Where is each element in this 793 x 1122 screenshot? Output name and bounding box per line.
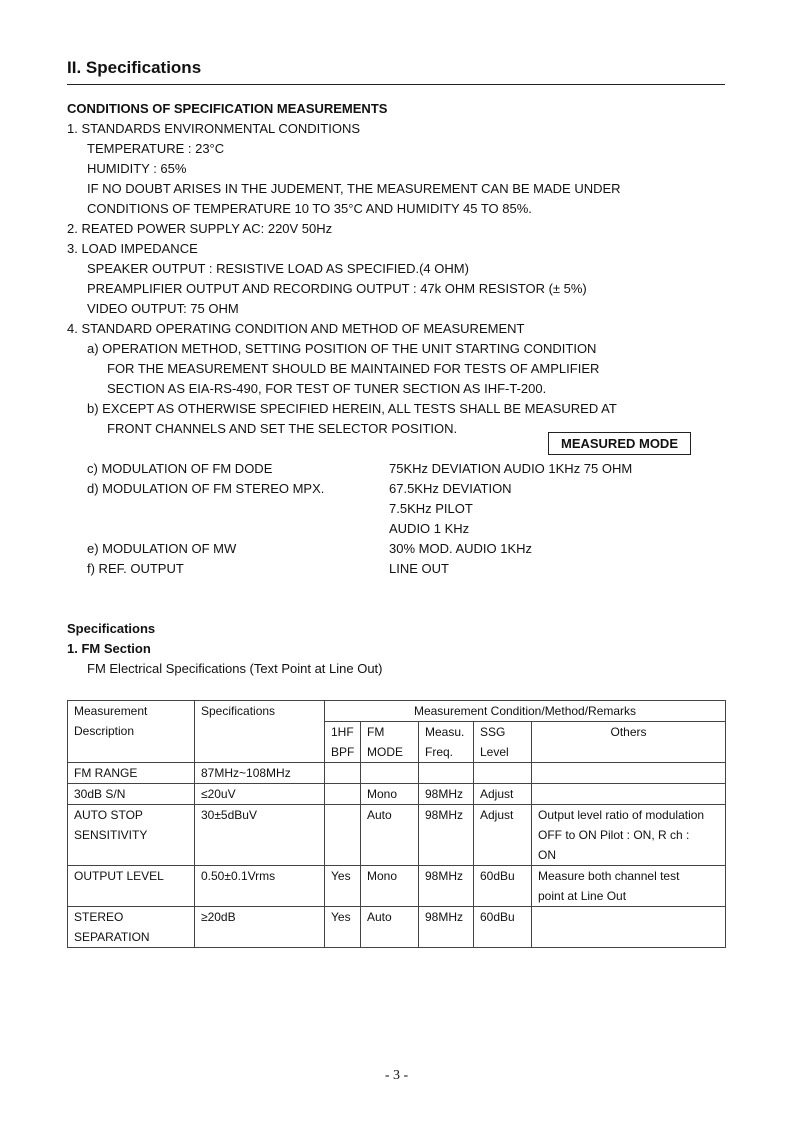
cell-ssg xyxy=(474,763,532,784)
item3-line: SPEAKER OUTPUT : RESISTIVE LOAD AS SPECIFIED.(4 OHM) xyxy=(87,261,469,276)
cell-freq: 98MHz xyxy=(419,805,474,866)
fm-caption: FM Electrical Specifications (Text Point at Line Out) xyxy=(87,661,383,676)
item4b-line: FRONT CHANNELS AND SET THE SELECTOR POSITION. xyxy=(107,421,458,436)
cell-description: FM RANGE xyxy=(68,763,195,784)
item1-line: IF NO DOUBT ARISES IN THE JUDEMENT, THE MEASUREMENT CAN BE MADE UNDER xyxy=(87,181,621,196)
cell-fm-mode: Auto xyxy=(361,805,419,866)
conditions-heading: CONDITIONS OF SPECIFICATION MEASUREMENTS xyxy=(67,101,388,116)
header-freq: Freq. xyxy=(419,742,474,763)
cell-spec: 30±5dBuV xyxy=(195,805,325,866)
item4-label: 4. STANDARD OPERATING CONDITION AND METHOD OF MEASUREMENT xyxy=(67,321,525,336)
mode-label: c) MODULATION OF FM DODE xyxy=(87,461,273,476)
item2-label: 2. REATED POWER SUPPLY AC: 220V 50Hz xyxy=(67,221,333,236)
cell-hf: Yes xyxy=(325,907,361,948)
mode-value: 30% MOD. AUDIO 1KHz xyxy=(389,541,533,556)
cell-description: STEREO SEPARATION xyxy=(68,907,195,948)
mode-label: f) REF. OUTPUT xyxy=(87,561,184,576)
item1-label: 1. STANDARDS ENVIRONMENTAL CONDITIONS xyxy=(67,121,361,136)
item1-line: TEMPERATURE : 23°C xyxy=(87,141,225,156)
page-number: - 3 - xyxy=(384,1068,409,1083)
fm-section-heading: 1. FM Section xyxy=(67,641,151,656)
cell-hf xyxy=(325,805,361,866)
cell-freq xyxy=(419,763,474,784)
header-1hf: 1HF xyxy=(325,722,361,743)
item1-line: CONDITIONS OF TEMPERATURE 10 TO 35°C AND HUMIDITY 45 TO 85%. xyxy=(87,201,532,216)
item3-label: 3. LOAD IMPEDANCE xyxy=(67,241,198,256)
table-row xyxy=(68,805,726,866)
cell-fm-mode: Mono xyxy=(361,866,419,907)
item4a-line: SECTION AS EIA-RS-490, FOR TEST OF TUNER SECTION AS IHF-T-200. xyxy=(107,381,547,396)
item3-line: PREAMPLIFIER OUTPUT AND RECORDING OUTPUT : 47k OHM RESISTOR (± 5%) xyxy=(87,281,587,296)
table-row xyxy=(68,866,726,907)
section-title: II. Specifications xyxy=(67,58,202,77)
header-others: Others xyxy=(532,722,726,763)
fm-spec-table xyxy=(67,700,726,948)
mode-value-extra: AUDIO 1 KHz xyxy=(389,521,470,536)
header-meas: Measu. xyxy=(419,722,474,743)
mode-value-extra: 7.5KHz PILOT xyxy=(389,501,473,516)
table-header-row xyxy=(68,701,726,722)
item4a-line: FOR THE MEASUREMENT SHOULD BE MAINTAINED FOR TESTS OF AMPLIFIER xyxy=(107,361,600,376)
header-specifications: Specifications xyxy=(195,701,325,763)
mode-value: 67.5KHz DEVIATION xyxy=(389,481,512,496)
cell-freq: 98MHz xyxy=(419,784,474,805)
cell-spec: ≤20uV xyxy=(195,784,325,805)
cell-description: AUTO STOP SENSITIVITY xyxy=(68,805,195,866)
mode-label: e) MODULATION OF MW xyxy=(87,541,237,556)
cell-others xyxy=(532,784,726,805)
item4a-line: a) OPERATION METHOD, SETTING POSITION OF THE UNIT STARTING CONDITION xyxy=(87,341,597,356)
header-fm: FM xyxy=(361,722,419,743)
item4b-line: b) EXCEPT AS OTHERWISE SPECIFIED HEREIN, ALL TESTS SHALL BE MEASURED AT xyxy=(87,401,617,416)
cell-fm-mode: Mono xyxy=(361,784,419,805)
cell-freq: 98MHz xyxy=(419,866,474,907)
cell-others: Measure both channel test point at Line Out xyxy=(532,866,726,907)
mode-value: LINE OUT xyxy=(389,561,449,576)
cell-freq: 98MHz xyxy=(419,907,474,948)
cell-spec: 0.50±0.1Vrms xyxy=(195,866,325,907)
header-remarks: Measurement Condition/Method/Remarks xyxy=(325,701,726,722)
header-level: Level xyxy=(474,742,532,763)
header-mode: MODE xyxy=(361,742,419,763)
cell-description: OUTPUT LEVEL xyxy=(68,866,195,907)
cell-ssg: 60dBu xyxy=(474,866,532,907)
item3-line: VIDEO OUTPUT: 75 OHM xyxy=(87,301,239,316)
table-row xyxy=(68,907,726,948)
cell-ssg: Adjust xyxy=(474,805,532,866)
cell-ssg: 60dBu xyxy=(474,907,532,948)
cell-hf xyxy=(325,784,361,805)
table-row xyxy=(68,763,726,784)
mode-value: 75KHz DEVIATION AUDIO 1KHz 75 OHM xyxy=(389,461,633,476)
header-ssg: SSG xyxy=(474,722,532,743)
mode-label: d) MODULATION OF FM STEREO MPX. xyxy=(87,481,325,496)
specifications-heading: Specifications xyxy=(67,621,156,636)
cell-fm-mode xyxy=(361,763,419,784)
cell-ssg: Adjust xyxy=(474,784,532,805)
cell-hf: Yes xyxy=(325,866,361,907)
cell-others xyxy=(532,907,726,948)
table-row xyxy=(68,784,726,805)
cell-others: Output level ratio of modulation OFF to ON Pilot : ON, R ch : ON xyxy=(532,805,726,866)
measured-mode-box: MEASURED MODE xyxy=(548,432,691,455)
cell-others xyxy=(532,763,726,784)
title-rule xyxy=(67,84,725,85)
cell-spec: ≥20dB xyxy=(195,907,325,948)
cell-fm-mode: Auto xyxy=(361,907,419,948)
cell-description: 30dB S/N xyxy=(68,784,195,805)
header-bpf: BPF xyxy=(325,742,361,763)
cell-hf xyxy=(325,763,361,784)
item1-line: HUMIDITY : 65% xyxy=(87,161,187,176)
cell-spec: 87MHz~108MHz xyxy=(195,763,325,784)
header-description: Measurement Description xyxy=(68,701,195,763)
